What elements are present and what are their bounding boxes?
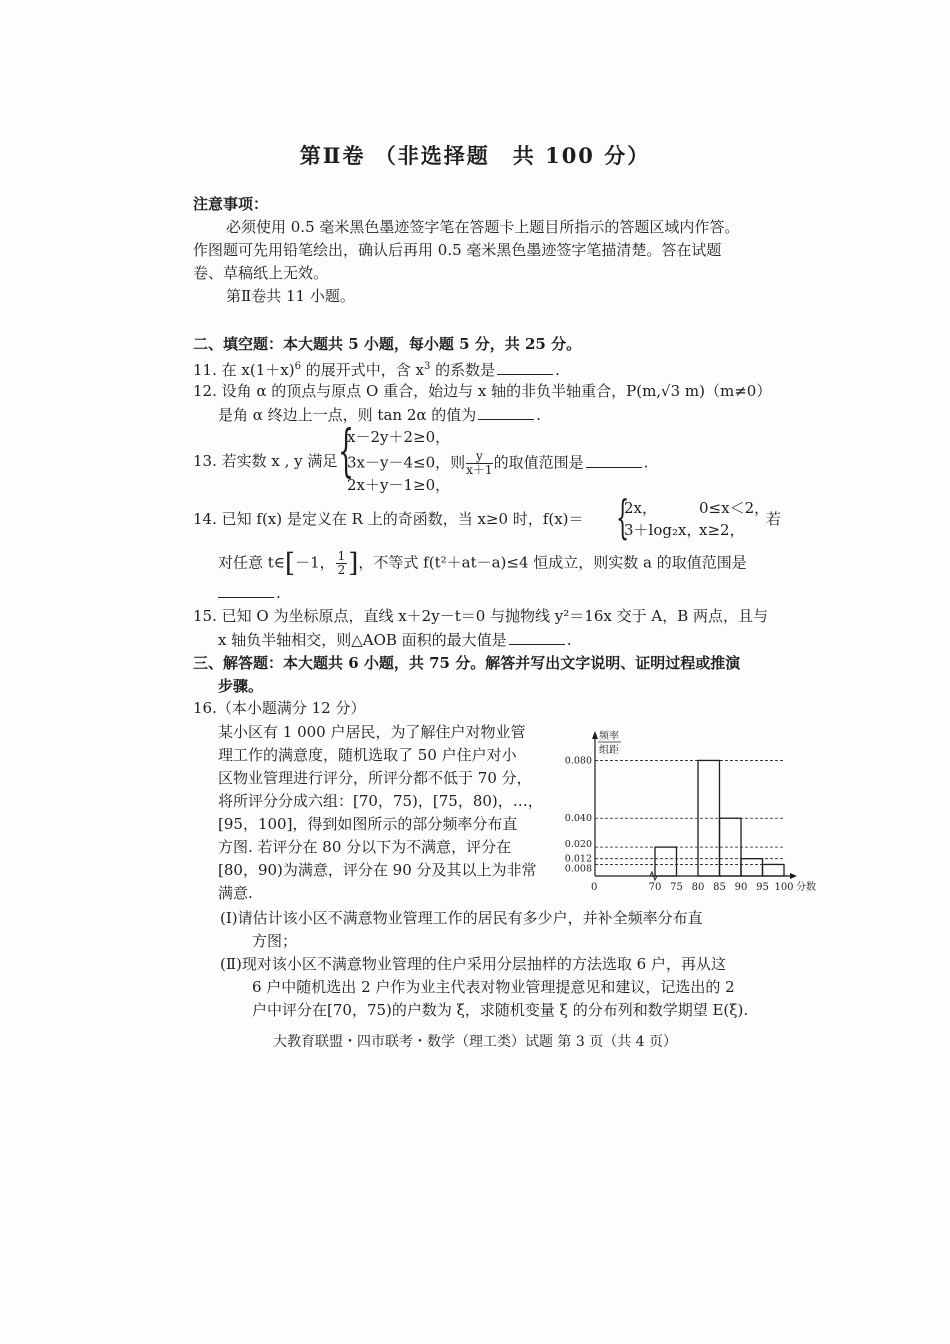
question-11: 11. 在 $x(1+x)^6$ 的展开式中，含 $x^3$ 的系数是 .: [193, 361, 560, 379]
piecewise-case-2: 3＋log₂x，: [624, 521, 702, 539]
notice-line: 第Ⅱ卷共 11 小题。: [226, 287, 355, 305]
answer-blank: [509, 630, 565, 645]
fraction: $\frac{y}{x+1}$: [466, 449, 493, 477]
y-tick-label: 0.012: [564, 853, 592, 865]
constraint-3: 2x＋y－1≥0，: [347, 476, 451, 494]
histogram-bar: [741, 859, 763, 876]
y-tick-label: 0.008: [564, 863, 592, 875]
question-13: 13. 若实数 x , y 满足: [193, 452, 338, 470]
q16-body-line: 区物业管理进行评分，所评分都不低于 70 分，: [218, 769, 532, 787]
q16-body-line: 理工作的满意度，随机选取了 50 户住户对小: [218, 746, 517, 764]
question-14-line3: .: [218, 582, 281, 604]
origin-label: 0: [591, 882, 598, 893]
x-tick-label: 85: [713, 882, 726, 893]
y-tick-label: 0.080: [564, 755, 592, 767]
piecewise-case-1: 2x，: [624, 499, 658, 517]
notice-line: 必须使用 0.5 毫米黑色墨迹签字笔在答题卡上题目所指示的答题区域内作答。: [226, 218, 740, 236]
section-heading: 三、解答题：本大题共 6 小题，共 75 分。解答并写出文字说明、证明过程或推演: [193, 654, 741, 672]
question-12: 12. 设角 α 的顶点与原点 O 重合，始边与 x 轴的非负半轴重合，P(m,√3 m)（m≠0）: [193, 382, 772, 400]
q16-body-line: [95，100]，得到如图所示的部分频率分布直: [218, 815, 518, 833]
x-axis-label: 分数: [796, 882, 816, 893]
q16-part2-line3: 户中评分在[70，75)的户数为 ξ，求随机变量 ξ 的分布列和数学期望 E(ξ).: [252, 1001, 749, 1019]
notice-heading: 注意事项：: [193, 195, 269, 213]
answer-blank: [218, 583, 274, 598]
question-14-line2: 对任意 t∈[－1， $\frac{1}{2}$ ]，不等式 f(t²＋at－a)≤4 恒成立，则实数 a 的取值范围是: [218, 548, 747, 579]
left-brace: {: [616, 490, 630, 544]
q16-body-line: 某小区有 1 000 户居民，为了解住户对物业管: [218, 723, 526, 741]
y-axis-arrow: [592, 731, 598, 739]
question-14-ruo: 若: [766, 510, 782, 528]
q16-body-line: [80，90)为满意，评分在 90 分及其以上为非常: [218, 861, 537, 879]
piecewise-cond-1: 0≤x＜2，: [699, 499, 770, 517]
x-tick-label: 75: [670, 882, 683, 893]
q16-part2: (Ⅱ)现对该小区不满意物业管理的住户采用分层抽样的方法选取 6 户，再从这: [220, 955, 726, 973]
fraction: $\frac{1}{2}$: [337, 549, 346, 577]
question-15: 15. 已知 O 为坐标原点，直线 x＋2y－t＝0 与抛物线 y²＝16x 交于 A，B 两点，且与: [193, 607, 769, 625]
x-axis-arrow: [790, 873, 797, 879]
left-brace: {: [338, 419, 355, 484]
question-14: 14. 已知 f(x) 是定义在 R 上的奇函数，当 x≥0 时，f(x)＝: [193, 510, 584, 528]
notice-line: 作图题可先用铅笔绘出，确认后再用 0.5 毫米黑色墨迹签字笔描清楚。答在试题: [193, 241, 722, 259]
q16-body-line: 满意.: [218, 884, 253, 902]
y-tick-label: 0.020: [564, 839, 592, 851]
x-tick-label: 100: [774, 882, 794, 893]
question-16-head: 16.（本小题满分 12 分）: [193, 699, 366, 717]
y-tick-label: 0.040: [564, 813, 592, 825]
answer-blank: [497, 360, 553, 375]
q16-part2-line2: 6 户中随机选出 2 户作为业主代表对物业管理提意见和建议，记选出的 2: [252, 978, 735, 996]
q16-body-line: 将所评分分成六组：[70，75)，[75，80)，…，: [218, 792, 543, 810]
histogram-bar: [655, 847, 677, 876]
q16-part1-line2: 方图；: [252, 932, 298, 950]
question-15-line2: x 轴负半轴相交，则△AOB 面积的最大值是 .: [218, 631, 572, 649]
page-title: 第Ⅱ卷 （非选择题 共 100 分）: [299, 143, 651, 168]
question-12-line2: 是角 α 终边上一点，则 tan 2α 的值为 .: [218, 406, 542, 424]
answer-blank: [586, 453, 642, 468]
x-tick-label: 90: [734, 882, 748, 893]
section-heading-line2: 步骤。: [218, 677, 264, 695]
page-footer: 大教育联盟・四市联考・数学（理工类）试题 第 3 页（共 4 页）: [272, 1034, 678, 1050]
notice-line: 卷、草稿纸上无效。: [193, 264, 329, 282]
histogram-bar: [763, 864, 785, 876]
constraint-1: x－2y＋2≥0，: [347, 428, 451, 446]
q16-part1: (Ⅰ)请估计该小区不满意物业管理工作的居民有多少户，并补全频率分布直: [220, 909, 703, 927]
answer-blank: [478, 405, 534, 420]
ylabel-denominator: 组距: [599, 745, 619, 756]
constraint-2: 3x－y－4≤0，则 $\frac{y}{x+1}$ 的取值范围是 .: [347, 449, 649, 477]
q16-body-line: 方图. 若评分在 80 分以下为不满意，评分在: [218, 838, 512, 856]
x-tick-label: 70: [648, 882, 662, 893]
piecewise-cond-2: x≥2，: [699, 521, 745, 539]
x-tick-label: 95: [756, 882, 769, 893]
frequency-histogram: [555, 725, 816, 893]
x-tick-label: 80: [691, 882, 705, 893]
section-heading: 二、填空题：本大题共 5 小题，每小题 5 分，共 25 分。: [193, 335, 582, 353]
ylabel-numerator: 频率: [599, 731, 619, 742]
